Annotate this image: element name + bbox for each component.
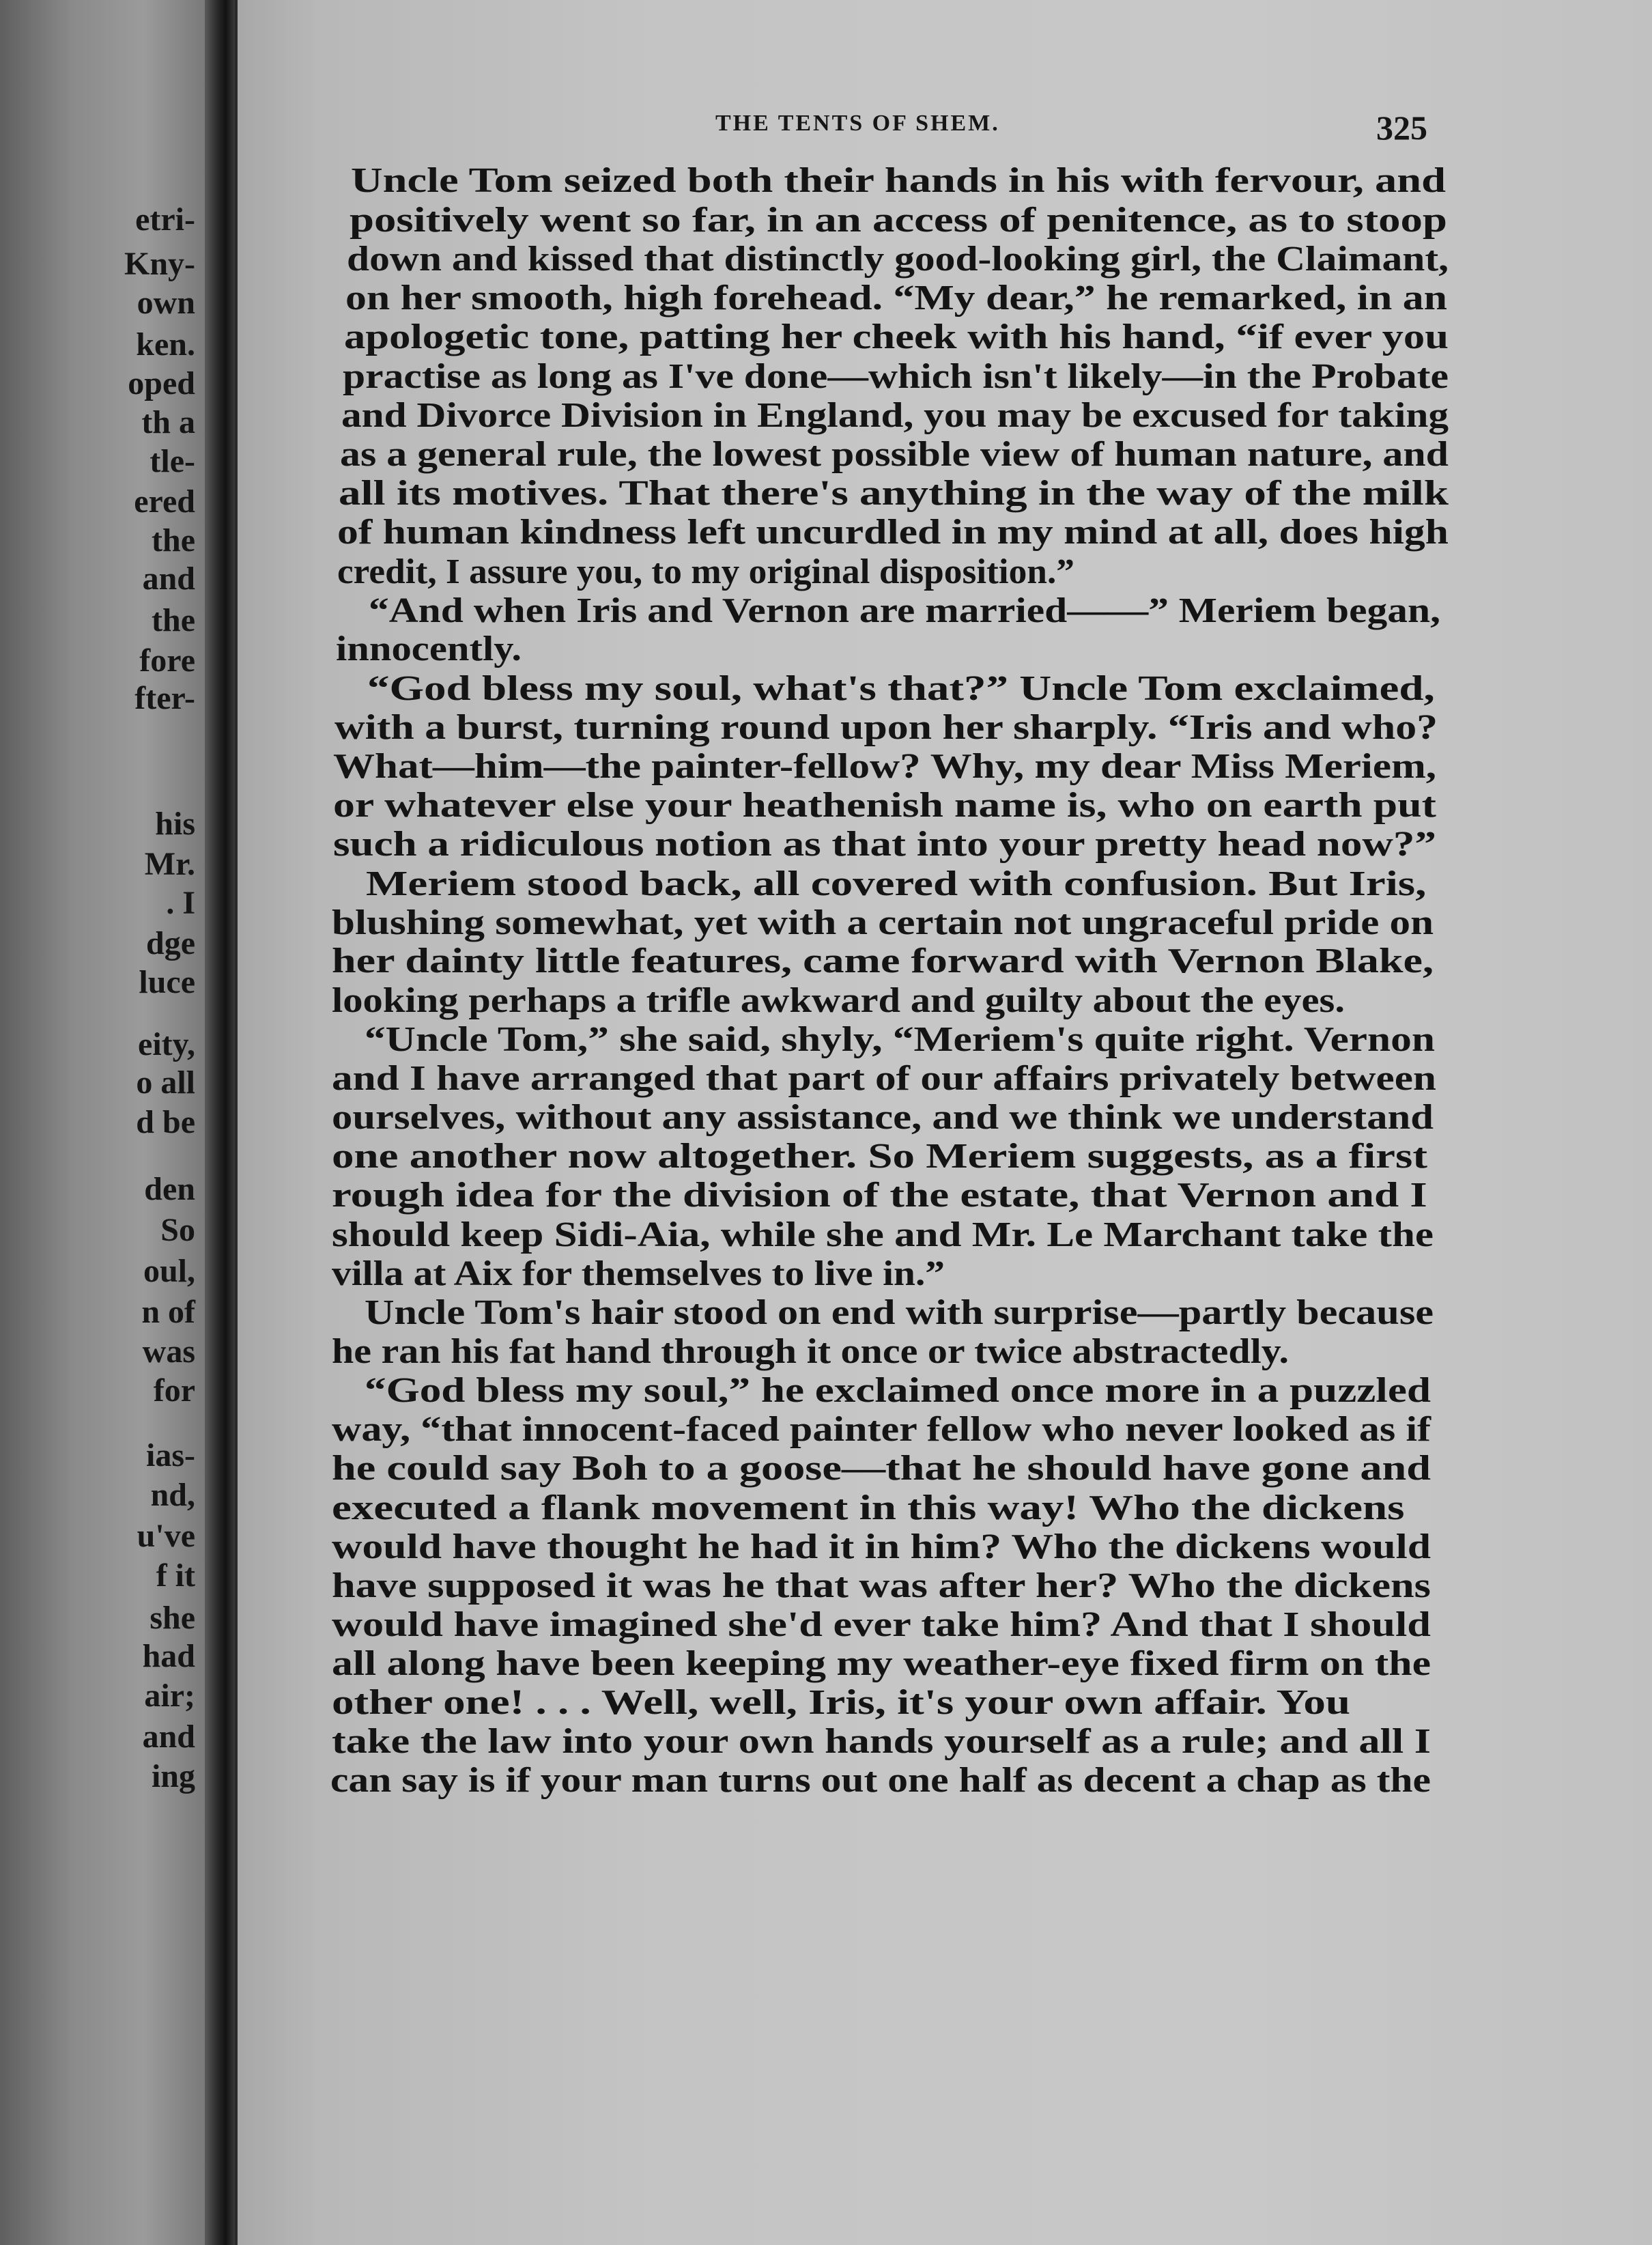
text-line: he ran his fat hand through it once or twice abstractedly. [332, 1332, 1290, 1371]
text-line: can say is if your man turns out one half as decent a chap as the [330, 1761, 1431, 1800]
facing-page-fragment: ken. [136, 326, 195, 363]
text-line: “God bless my soul, what's that?” Uncle Tom exclaimed, [367, 669, 1435, 708]
facing-page-fragment: air; [144, 1678, 195, 1714]
page-325 [235, 0, 1652, 2245]
text-line: should keep Sidi-Aia, while she and Mr. Le Marchant take the [332, 1215, 1434, 1254]
facing-page-fragment: th a [141, 404, 195, 440]
text-line: blushing somewhat, yet with a certain not ungraceful pride on [332, 903, 1434, 942]
text-line: villa at Aix for themselves to live in.” [332, 1254, 945, 1293]
text-line: and I have arranged that part of our affairs privately between [332, 1059, 1436, 1098]
text-line: positively went so far, in an access of penitence, as to stoop [350, 201, 1447, 240]
facing-page-fragment: ing [151, 1758, 195, 1794]
facing-page-fragment: o all [136, 1064, 195, 1101]
running-head: THE TENTS OF SHEM. [715, 111, 1000, 136]
facing-page-fragment: . I [166, 885, 195, 921]
facing-page-fragment: d be [136, 1104, 195, 1140]
facing-page-edge [0, 0, 205, 2245]
text-line: with a burst, turning round upon her sharply. “Iris and who? [334, 708, 1438, 747]
text-line: looking perhaps a trifle awkward and guilty about the eyes. [332, 981, 1345, 1020]
text-line: What—him—the painter-fellow? Why, my dear Miss Meriem, [333, 747, 1437, 786]
facing-page-fragment: Mr. [144, 846, 195, 882]
facing-page-fragment: tle- [149, 443, 195, 479]
facing-page-fragment: fter- [134, 680, 195, 716]
facing-page-fragment: was [142, 1333, 195, 1370]
text-line: credit, I assure you, to my original disposition.” [337, 552, 1074, 591]
text-line: one another now altogether. So Meriem suggests, as a first [332, 1137, 1427, 1176]
text-line: and Divorce Division in England, you may be excused for taking [341, 396, 1449, 435]
facing-page-fragment: f it [156, 1557, 195, 1594]
facing-page-fragment: and [142, 1719, 195, 1755]
text-line: executed a flank movement in this way! Who the dickens [332, 1488, 1405, 1527]
facing-page-fragment: u've [137, 1518, 195, 1554]
facing-page-fragment: own [137, 285, 195, 321]
facing-page-fragment: nd, [150, 1477, 195, 1513]
body-text [235, 0, 1652, 2245]
book-gutter [205, 0, 235, 2245]
text-line: on her smooth, high forehead. “My dear,” he remarked, in an [345, 279, 1447, 317]
text-line: would have imagined she'd ever take him? And that I should [332, 1605, 1431, 1644]
text-line: all its motives. That there's anything in the way of the milk [339, 474, 1449, 513]
text-line: all along have been keeping my weather-eye fixed firm on the [332, 1644, 1432, 1683]
text-line: apologetic tone, patting her cheek with his hand, “if ever you [344, 317, 1449, 356]
text-line: “And when Iris and Vernon are married——” Meriem began, [369, 591, 1440, 630]
facing-page-fragment: n of [141, 1294, 195, 1330]
facing-page-fragment: etri- [135, 201, 195, 238]
facing-page-fragment: den [144, 1171, 195, 1207]
facing-page-fragment: oul, [143, 1253, 195, 1289]
facing-page-fragment: eity, [138, 1026, 195, 1062]
text-line: have supposed it was he that was after her? Who the dickens [332, 1566, 1431, 1605]
text-line: Uncle Tom's hair stood on end with surprise—partly because [365, 1293, 1434, 1332]
text-line: or whatever else your heathenish name is, who on earth put [333, 786, 1436, 825]
text-line: of human kindness left uncurdled in my mind at all, does high [337, 513, 1449, 552]
text-line: innocently. [336, 630, 522, 668]
facing-page-fragment: So [160, 1212, 195, 1248]
text-line: Uncle Tom seized both their hands in his with fervour, and [351, 161, 1447, 200]
facing-page-fragment: had [142, 1638, 195, 1674]
facing-page-fragment: fore [139, 643, 195, 679]
text-line: way, “that innocent-faced painter fellow who never looked as if [332, 1410, 1432, 1449]
text-line: would have thought he had it in him? Who the dickens would [332, 1527, 1431, 1566]
facing-page-fragment: she [149, 1600, 195, 1636]
text-line: her dainty little features, came forward with Vernon Blake, [332, 942, 1434, 980]
text-line: down and kissed that distinctly good-looking girl, the Claimant, [347, 240, 1449, 279]
facing-page-fragment: and [142, 561, 195, 597]
text-line: Meriem stood back, all covered with confusion. But Iris, [366, 864, 1427, 903]
text-line: rough idea for the division of the estate, that Vernon and I [332, 1176, 1427, 1215]
facing-page-fragment: the [152, 522, 195, 559]
text-line: take the law into your own hands yourself as a rule; and all I [332, 1722, 1431, 1761]
facing-page-fragment: the [152, 602, 195, 638]
facing-page-fragment: luce [139, 964, 195, 1000]
text-line: practise as long as I've done—which isn't likely—in the Probate [343, 357, 1449, 396]
facing-page-fragment: ias- [146, 1437, 195, 1473]
text-line: “Uncle Tom,” she said, shyly, “Meriem's quite right. Vernon [365, 1020, 1435, 1059]
text-line: as a general rule, the lowest possible view of human nature, and [340, 435, 1449, 474]
facing-page-fragment: for [153, 1372, 195, 1409]
text-line: other one! . . . Well, well, Iris, it's your own affair. You [332, 1683, 1351, 1722]
facing-page-fragment: Kny- [124, 246, 195, 282]
text-line: such a ridiculous notion as that into your pretty head now?” [333, 825, 1436, 864]
facing-page-fragment: his [155, 806, 195, 842]
text-line: “God bless my soul,” he exclaimed once more in a puzzled [365, 1371, 1431, 1410]
page-number: 325 [1376, 109, 1427, 147]
facing-page-fragment: dge [146, 925, 195, 961]
facing-page-fragment: oped [128, 365, 195, 401]
text-line: he could say Boh to a goose—that he should have gone and [332, 1449, 1432, 1488]
text-line: ourselves, without any assistance, and we think we understand [332, 1098, 1434, 1137]
facing-page-fragment: ered [134, 483, 195, 520]
